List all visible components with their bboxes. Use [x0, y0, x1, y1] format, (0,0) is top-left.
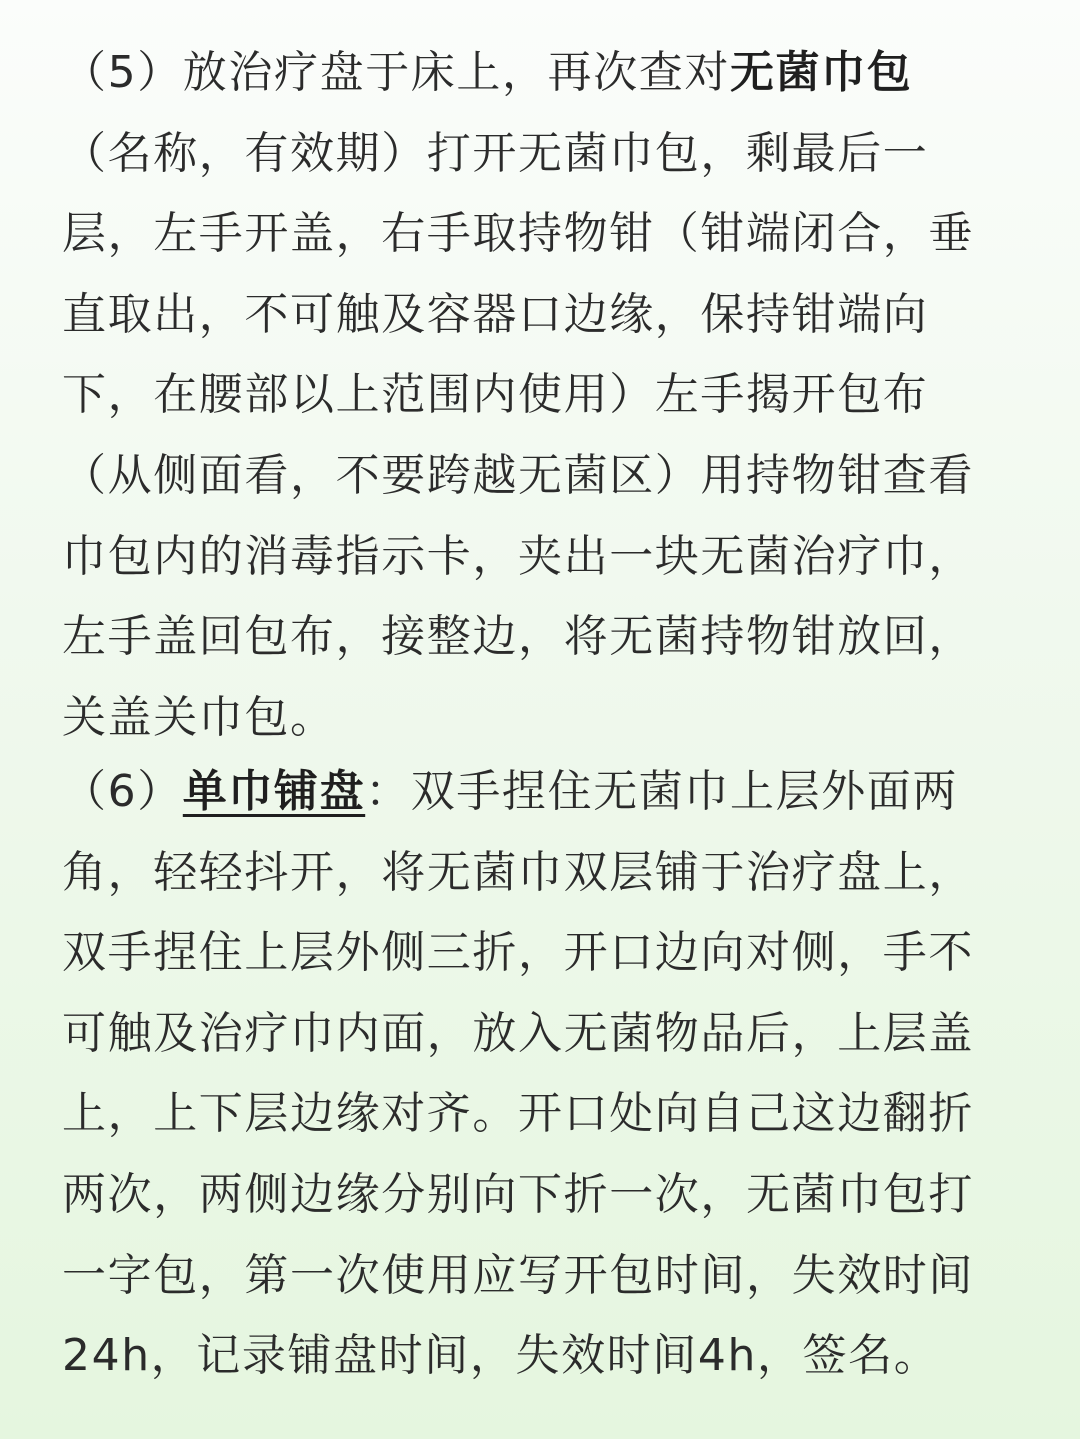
step-5-intro: （5）放治疗盘于床上，再次查对 — [62, 47, 730, 98]
text-line — [62, 752, 1027, 833]
step-6-number: （6） — [62, 766, 183, 817]
text-line: （从侧面看，不要跨越无菌区）用持物钳查看 — [62, 449, 974, 501]
step-5-bold-term: 无菌巾包 — [730, 47, 913, 98]
step-6-heading: 单巾铺盘 — [182, 766, 366, 817]
text-line: 层，左手开盖，右手取持物钳（钳端闭合，垂 — [62, 208, 974, 260]
text-line: 两次，两侧边缘分别向下折一次，无菌巾包打 — [62, 1168, 974, 1220]
text-line: 左手盖回包布，接整边，将无菌持物钳放回， — [62, 611, 974, 663]
paragraph-step-5 — [62, 33, 1027, 758]
text-line: 关盖关巾包。 — [62, 691, 336, 743]
text-line: （名称，有效期）打开无菌巾包，剩最后一 — [62, 127, 929, 179]
text-line: 24h，记录铺盘时间，失效时间4h，签名。 — [62, 1330, 940, 1382]
text-line: 双手捏住上层外侧三折，开口边向对侧，手不 — [62, 927, 974, 979]
step-6-intro: ：双手捏住无菌巾上层外面两 — [365, 766, 959, 817]
text-line: 上，上下层边缘对齐。开口处向自己这边翻折 — [62, 1088, 974, 1140]
paragraph-step-6 — [62, 752, 1027, 1397]
text-line: 下，在腰部以上范围内使用）左手揭开包布 — [62, 369, 929, 421]
text-line: 巾包内的消毒指示卡，夹出一块无菌治疗巾， — [62, 530, 974, 582]
text-line — [62, 33, 1027, 114]
text-line: 一字包，第一次使用应写开包时间，失效时间 — [62, 1249, 974, 1301]
text-line: 直取出，不可触及容器口边缘，保持钳端向 — [62, 288, 929, 340]
text-line: 可触及治疗巾内面，放入无菌物品后，上层盖 — [62, 1007, 974, 1059]
text-line: 角，轻轻抖开，将无菌巾双层铺于治疗盘上， — [62, 846, 974, 898]
